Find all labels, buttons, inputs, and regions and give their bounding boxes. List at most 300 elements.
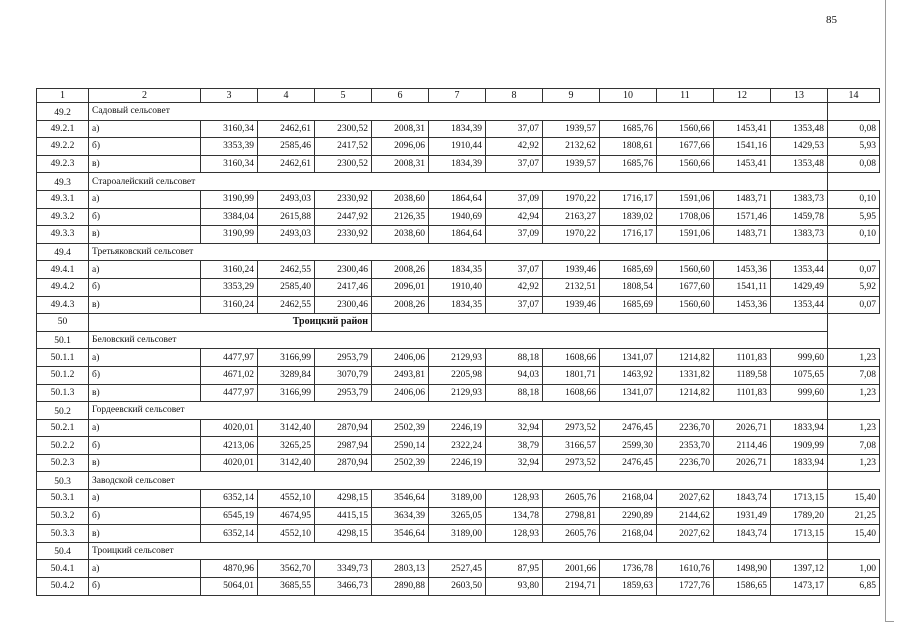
value-cell: 3166,57: [543, 437, 600, 455]
value-cell: 2447,92: [315, 208, 372, 226]
value-cell: 128,93: [486, 525, 543, 543]
value-cell: 2038,60: [372, 190, 429, 208]
value-cell: 1801,71: [543, 366, 600, 384]
value-cell: 2417,52: [315, 138, 372, 156]
table-row: [37, 349, 880, 367]
group-row: [37, 103, 880, 121]
row-code: 50.3.1: [37, 490, 89, 508]
value-cell: 87,95: [486, 560, 543, 578]
value-cell: 999,60: [771, 384, 828, 402]
value-cell: 4671,02: [201, 366, 258, 384]
value-cell: 21,25: [828, 507, 880, 525]
value-cell: 3685,55: [258, 578, 315, 596]
column-header: 5: [315, 89, 372, 103]
table-row: [37, 366, 880, 384]
value-cell: 1453,36: [714, 296, 771, 314]
empty-cell: [372, 542, 828, 560]
value-cell: 2132,62: [543, 138, 600, 156]
value-cell: 2205,98: [429, 366, 486, 384]
value-cell: 2126,35: [372, 208, 429, 226]
value-cell: 2890,88: [372, 578, 429, 596]
column-header: 8: [486, 89, 543, 103]
value-cell: 6352,14: [201, 525, 258, 543]
value-cell: 1453,36: [714, 261, 771, 279]
row-code: 49.2.3: [37, 155, 89, 173]
value-cell: 2406,06: [372, 349, 429, 367]
row-code: 49.3: [37, 173, 89, 191]
empty-cell: [372, 314, 828, 332]
table-row: [37, 155, 880, 173]
column-header: 3: [201, 89, 258, 103]
row-variant-label: а): [89, 349, 201, 367]
value-cell: 2590,14: [372, 437, 429, 455]
value-cell: 3546,64: [372, 490, 429, 508]
value-cell: 1383,73: [771, 190, 828, 208]
value-cell: 1,23: [828, 419, 880, 437]
value-cell: 0,10: [828, 190, 880, 208]
row-variant-label: в): [89, 155, 201, 173]
column-header: 2: [89, 89, 201, 103]
value-cell: 3189,00: [429, 490, 486, 508]
row-code: 50.1.3: [37, 384, 89, 402]
value-cell: 1383,73: [771, 226, 828, 244]
value-cell: 32,94: [486, 454, 543, 472]
value-cell: 1541,16: [714, 138, 771, 156]
table-row: [37, 507, 880, 525]
value-cell: 2476,45: [600, 419, 657, 437]
value-cell: 3189,00: [429, 525, 486, 543]
value-cell: 1429,53: [771, 138, 828, 156]
value-cell: 1970,22: [543, 190, 600, 208]
value-cell: 37,09: [486, 190, 543, 208]
value-cell: 2194,71: [543, 578, 600, 596]
value-cell: 2246,19: [429, 454, 486, 472]
group-row: [37, 542, 880, 560]
row-variant-label: б): [89, 578, 201, 596]
value-cell: 1931,49: [714, 507, 771, 525]
settlement-title: Гордеевский сельсовет: [89, 402, 372, 420]
value-cell: 2129,93: [429, 349, 486, 367]
value-cell: 1834,39: [429, 155, 486, 173]
column-header: 14: [828, 89, 880, 103]
value-cell: 1483,71: [714, 226, 771, 244]
value-cell: 1610,76: [657, 560, 714, 578]
row-code: 49.4.3: [37, 296, 89, 314]
value-cell: 1189,58: [714, 366, 771, 384]
value-cell: 4552,10: [258, 490, 315, 508]
value-cell: 2973,52: [543, 419, 600, 437]
value-cell: 999,60: [771, 349, 828, 367]
value-cell: 1736,78: [600, 560, 657, 578]
settlement-title: Заводской сельсовет: [89, 472, 372, 490]
value-cell: 37,07: [486, 120, 543, 138]
row-variant-label: б): [89, 366, 201, 384]
value-cell: 2168,04: [600, 525, 657, 543]
row-code: 49.3.2: [37, 208, 89, 226]
value-cell: 3265,25: [258, 437, 315, 455]
value-cell: 3562,70: [258, 560, 315, 578]
value-cell: 1685,69: [600, 296, 657, 314]
value-cell: 5,95: [828, 208, 880, 226]
value-cell: 1727,76: [657, 578, 714, 596]
value-cell: 4477,97: [201, 349, 258, 367]
value-cell: 1463,92: [600, 366, 657, 384]
value-cell: 1,23: [828, 454, 880, 472]
value-cell: 2803,13: [372, 560, 429, 578]
value-cell: 15,40: [828, 525, 880, 543]
value-cell: 3166,99: [258, 384, 315, 402]
value-cell: 2870,94: [315, 419, 372, 437]
group-row: [37, 472, 880, 490]
row-code: 50.3.3: [37, 525, 89, 543]
column-header: 12: [714, 89, 771, 103]
value-cell: 2798,81: [543, 507, 600, 525]
empty-cell: [372, 331, 828, 349]
value-cell: 2168,04: [600, 490, 657, 508]
row-code: 49.4: [37, 243, 89, 261]
value-cell: 1864,64: [429, 226, 486, 244]
value-cell: 2330,92: [315, 226, 372, 244]
value-cell: 2144,62: [657, 507, 714, 525]
right-margin-rule-foot: [885, 621, 894, 622]
value-cell: 1940,69: [429, 208, 486, 226]
value-cell: 3190,99: [201, 226, 258, 244]
value-cell: 3160,24: [201, 296, 258, 314]
row-variant-label: а): [89, 190, 201, 208]
row-variant-label: а): [89, 419, 201, 437]
value-cell: 1939,57: [543, 120, 600, 138]
value-cell: 0,08: [828, 120, 880, 138]
value-cell: 2290,89: [600, 507, 657, 525]
value-cell: 2236,70: [657, 419, 714, 437]
value-cell: 1685,69: [600, 261, 657, 279]
row-code: 49.2.1: [37, 120, 89, 138]
value-cell: 128,93: [486, 490, 543, 508]
table-row: [37, 226, 880, 244]
value-cell: 2462,55: [258, 296, 315, 314]
value-cell: 1833,94: [771, 454, 828, 472]
empty-cell: [372, 402, 828, 420]
value-cell: 3190,99: [201, 190, 258, 208]
value-cell: 6,85: [828, 578, 880, 596]
value-cell: 2987,94: [315, 437, 372, 455]
value-cell: 2236,70: [657, 454, 714, 472]
value-cell: 2300,46: [315, 296, 372, 314]
row-variant-label: б): [89, 278, 201, 296]
value-cell: 42,92: [486, 138, 543, 156]
row-code: 50.2: [37, 402, 89, 420]
value-cell: 3353,39: [201, 138, 258, 156]
value-cell: 1560,60: [657, 296, 714, 314]
value-cell: 1939,57: [543, 155, 600, 173]
group-row: [37, 173, 880, 191]
value-cell: 1397,12: [771, 560, 828, 578]
value-cell: 2038,60: [372, 226, 429, 244]
value-cell: 3546,64: [372, 525, 429, 543]
column-header: 1: [37, 89, 89, 103]
right-margin-rule: [885, 0, 886, 622]
table-row: [37, 138, 880, 156]
table-row: [37, 578, 880, 596]
value-cell: 1453,41: [714, 155, 771, 173]
value-cell: 7,08: [828, 437, 880, 455]
value-cell: 3160,34: [201, 155, 258, 173]
value-cell: 2585,40: [258, 278, 315, 296]
row-code: 50.3.2: [37, 507, 89, 525]
value-cell: 1591,06: [657, 226, 714, 244]
table-row: [37, 437, 880, 455]
value-cell: 38,79: [486, 437, 543, 455]
value-cell: 1939,46: [543, 261, 600, 279]
value-cell: 2026,71: [714, 419, 771, 437]
value-cell: 1353,48: [771, 155, 828, 173]
table-row: [37, 525, 880, 543]
value-cell: 1101,83: [714, 349, 771, 367]
value-cell: 37,07: [486, 261, 543, 279]
value-cell: 1708,06: [657, 208, 714, 226]
page-number: 85: [826, 14, 837, 26]
value-cell: 1214,82: [657, 384, 714, 402]
value-cell: 134,78: [486, 507, 543, 525]
row-variant-label: б): [89, 138, 201, 156]
settlement-title: Троицкий сельсовет: [89, 542, 372, 560]
value-cell: 5,93: [828, 138, 880, 156]
row-variant-label: б): [89, 208, 201, 226]
value-cell: 2603,50: [429, 578, 486, 596]
row-code: 50.2.2: [37, 437, 89, 455]
value-cell: 2300,52: [315, 155, 372, 173]
district-row: [37, 314, 880, 332]
value-cell: 2462,61: [258, 120, 315, 138]
value-cell: 3349,73: [315, 560, 372, 578]
value-cell: 2476,45: [600, 454, 657, 472]
row-code: 50.3: [37, 472, 89, 490]
value-cell: 1571,46: [714, 208, 771, 226]
row-variant-label: в): [89, 454, 201, 472]
value-cell: 4298,15: [315, 525, 372, 543]
value-cell: 1608,66: [543, 349, 600, 367]
value-cell: 1353,44: [771, 296, 828, 314]
value-cell: 1453,41: [714, 120, 771, 138]
row-code: 50.1: [37, 331, 89, 349]
column-header: 4: [258, 89, 315, 103]
value-cell: 2300,52: [315, 120, 372, 138]
table-row: [37, 419, 880, 437]
value-cell: 2493,03: [258, 226, 315, 244]
row-variant-label: а): [89, 261, 201, 279]
value-cell: 3160,24: [201, 261, 258, 279]
value-cell: 1713,15: [771, 525, 828, 543]
value-cell: 1716,17: [600, 190, 657, 208]
value-cell: 1789,20: [771, 507, 828, 525]
value-cell: 2008,26: [372, 296, 429, 314]
row-code: 49.3.3: [37, 226, 89, 244]
column-header: 6: [372, 89, 429, 103]
row-variant-label: в): [89, 525, 201, 543]
value-cell: 1685,76: [600, 120, 657, 138]
value-cell: 1353,44: [771, 261, 828, 279]
value-cell: 1,23: [828, 384, 880, 402]
value-cell: 4020,01: [201, 454, 258, 472]
value-cell: 42,92: [486, 278, 543, 296]
value-cell: 3289,84: [258, 366, 315, 384]
value-cell: 2129,93: [429, 384, 486, 402]
value-cell: 4552,10: [258, 525, 315, 543]
value-cell: 6545,19: [201, 507, 258, 525]
value-cell: 2027,62: [657, 490, 714, 508]
header-row: [37, 89, 880, 103]
value-cell: 2585,46: [258, 138, 315, 156]
row-code: 50.2.1: [37, 419, 89, 437]
value-cell: 1910,44: [429, 138, 486, 156]
value-cell: 2096,01: [372, 278, 429, 296]
table-body: [37, 89, 880, 596]
value-cell: 1429,49: [771, 278, 828, 296]
row-code: 49.4.1: [37, 261, 89, 279]
value-cell: 37,07: [486, 155, 543, 173]
value-cell: 2493,81: [372, 366, 429, 384]
settlement-title: Садовый сельсовет: [89, 103, 372, 121]
value-cell: 4213,06: [201, 437, 258, 455]
value-cell: 4477,97: [201, 384, 258, 402]
value-cell: 1331,82: [657, 366, 714, 384]
value-cell: 1839,02: [600, 208, 657, 226]
value-cell: 37,07: [486, 296, 543, 314]
row-code: 50.4.1: [37, 560, 89, 578]
row-code: 49.2.2: [37, 138, 89, 156]
row-variant-label: б): [89, 507, 201, 525]
row-code: 50.2.3: [37, 454, 89, 472]
value-cell: 3142,40: [258, 454, 315, 472]
tariff-table: [36, 88, 880, 596]
value-cell: 2322,24: [429, 437, 486, 455]
value-cell: 4298,15: [315, 490, 372, 508]
value-cell: 3466,73: [315, 578, 372, 596]
table-row: [37, 120, 880, 138]
row-variant-label: а): [89, 120, 201, 138]
empty-cell: [372, 103, 828, 121]
settlement-title: Староалейский сельсовет: [89, 173, 372, 191]
value-cell: 1,23: [828, 349, 880, 367]
value-cell: 3142,40: [258, 419, 315, 437]
value-cell: 1716,17: [600, 226, 657, 244]
group-row: [37, 331, 880, 349]
row-variant-label: а): [89, 560, 201, 578]
value-cell: 2953,79: [315, 384, 372, 402]
value-cell: 2027,62: [657, 525, 714, 543]
value-cell: 1843,74: [714, 525, 771, 543]
value-cell: 2132,51: [543, 278, 600, 296]
value-cell: 1833,94: [771, 419, 828, 437]
value-cell: 1834,39: [429, 120, 486, 138]
column-header: 7: [429, 89, 486, 103]
table-row: [37, 560, 880, 578]
value-cell: 0,10: [828, 226, 880, 244]
table-row: [37, 490, 880, 508]
value-cell: 2330,92: [315, 190, 372, 208]
value-cell: 1970,22: [543, 226, 600, 244]
value-cell: 2870,94: [315, 454, 372, 472]
value-cell: 2096,06: [372, 138, 429, 156]
table-row: [37, 384, 880, 402]
value-cell: 2502,39: [372, 419, 429, 437]
value-cell: 1864,64: [429, 190, 486, 208]
value-cell: 1608,66: [543, 384, 600, 402]
empty-cell: [372, 243, 828, 261]
value-cell: 1483,71: [714, 190, 771, 208]
row-code: 49.2: [37, 103, 89, 121]
table-row: [37, 454, 880, 472]
value-cell: 1214,82: [657, 349, 714, 367]
group-row: [37, 402, 880, 420]
value-cell: 2973,52: [543, 454, 600, 472]
value-cell: 1834,35: [429, 261, 486, 279]
value-cell: 88,18: [486, 349, 543, 367]
value-cell: 5064,01: [201, 578, 258, 596]
value-cell: 2026,71: [714, 454, 771, 472]
value-cell: 4415,15: [315, 507, 372, 525]
value-cell: 94,03: [486, 366, 543, 384]
value-cell: 0,08: [828, 155, 880, 173]
value-cell: 2300,46: [315, 261, 372, 279]
row-variant-label: а): [89, 490, 201, 508]
value-cell: 2615,88: [258, 208, 315, 226]
value-cell: 3265,05: [429, 507, 486, 525]
row-code: 50.4: [37, 542, 89, 560]
value-cell: 1101,83: [714, 384, 771, 402]
value-cell: 4674,95: [258, 507, 315, 525]
value-cell: 32,94: [486, 419, 543, 437]
value-cell: 1859,63: [600, 578, 657, 596]
value-cell: 1834,35: [429, 296, 486, 314]
row-code: 50.1.2: [37, 366, 89, 384]
value-cell: 1560,60: [657, 261, 714, 279]
value-cell: 2008,31: [372, 120, 429, 138]
value-cell: 3160,34: [201, 120, 258, 138]
settlement-title: Третьяковский сельсовет: [89, 243, 372, 261]
value-cell: 3634,39: [372, 507, 429, 525]
value-cell: 2008,31: [372, 155, 429, 173]
column-header: 11: [657, 89, 714, 103]
value-cell: 2605,76: [543, 525, 600, 543]
value-cell: 2163,27: [543, 208, 600, 226]
value-cell: 1808,54: [600, 278, 657, 296]
value-cell: 1586,65: [714, 578, 771, 596]
value-cell: 2599,30: [600, 437, 657, 455]
value-cell: 5,92: [828, 278, 880, 296]
empty-cell: [372, 472, 828, 490]
column-header: 9: [543, 89, 600, 103]
value-cell: 1808,61: [600, 138, 657, 156]
district-title: Троицкий район: [89, 314, 372, 332]
value-cell: 1685,76: [600, 155, 657, 173]
row-code: 49.3.1: [37, 190, 89, 208]
row-variant-label: б): [89, 437, 201, 455]
empty-cell: [372, 173, 828, 191]
row-code: 50: [37, 314, 89, 332]
row-code: 50.4.2: [37, 578, 89, 596]
value-cell: 1910,40: [429, 278, 486, 296]
value-cell: 37,09: [486, 226, 543, 244]
row-code: 49.4.2: [37, 278, 89, 296]
value-cell: 2001,66: [543, 560, 600, 578]
value-cell: 1353,48: [771, 120, 828, 138]
value-cell: 1560,66: [657, 155, 714, 173]
table-row: [37, 296, 880, 314]
value-cell: 7,08: [828, 366, 880, 384]
value-cell: 3384,04: [201, 208, 258, 226]
value-cell: 1473,17: [771, 578, 828, 596]
